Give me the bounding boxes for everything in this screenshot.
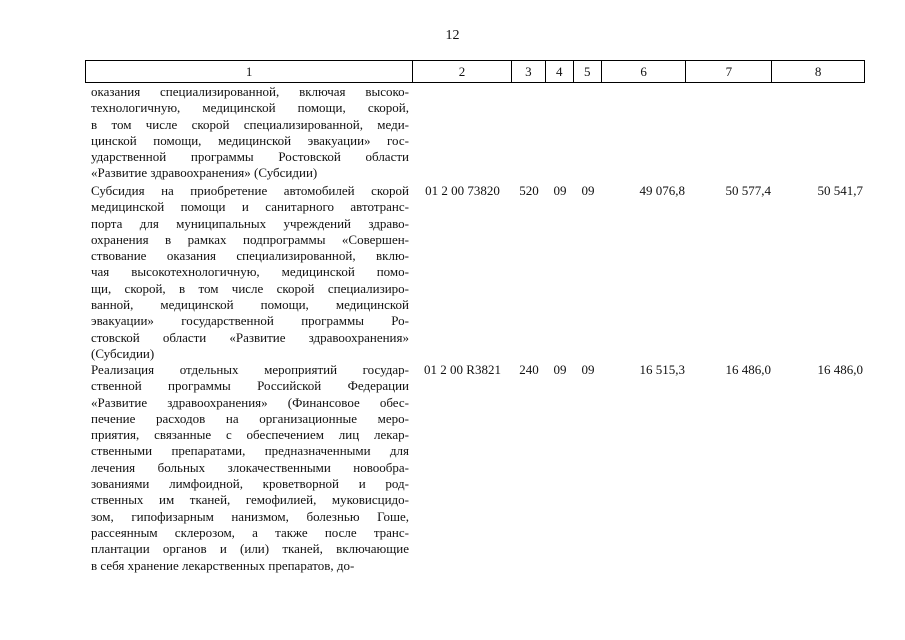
description-line: цинской помощи, медицинской эвакуации» гос-	[91, 132, 409, 148]
description-line: стовской области «Развитие здравоохранения»	[91, 329, 409, 345]
row-value-col6	[602, 84, 687, 182]
description-line: ванной, медицинской помощи, медицинской	[91, 297, 409, 313]
description-line: (Субсидии)	[91, 345, 155, 361]
table-header	[85, 60, 865, 83]
description-line: ственными препаратами, предназначенными для	[91, 443, 409, 459]
header-col-1: 1	[86, 61, 413, 82]
row-value-col8: 16 486,0	[817, 362, 863, 377]
description-line: «Развитие здравоохранения» (Субсидии)	[91, 165, 318, 181]
header-col-6: 6	[602, 61, 687, 82]
page-number: 12	[445, 28, 460, 43]
row-code	[413, 84, 512, 182]
description-line: технологичную, медицинской помощи, скорой,	[91, 100, 409, 116]
description-line: оказания специализированной, включая высоко-	[91, 84, 409, 99]
header-col-2: 2	[413, 61, 512, 82]
row-value-col8	[773, 84, 865, 182]
description-line: рассеянным склерозом, а также после транс-	[91, 524, 409, 540]
table-row	[85, 362, 865, 574]
description-line: ственной программы Российской Федерации	[91, 378, 409, 394]
description-line: Субсидия на приобретение автомобилей скорой	[91, 183, 409, 198]
row-expense-type: 520	[519, 183, 539, 198]
description-line: медицинской помощи и санитарного автотранс-	[91, 199, 409, 215]
row-description	[85, 362, 413, 574]
row-value-col7	[687, 84, 773, 182]
description-line: в себя хранение лекарственных препаратов, до-	[91, 557, 355, 573]
description-line: «Развитие здравоохранения» (Финансовое обес-	[91, 394, 409, 410]
row-value-col7: 50 577,4	[725, 183, 771, 198]
row-value-col8: 50 541,7	[817, 183, 863, 198]
row-value-col6: 16 515,3	[639, 362, 685, 377]
header-col-4: 4	[546, 61, 574, 82]
row-code: 01 2 00 R3821	[424, 362, 501, 377]
description-line: зом, гипофизарным нанизмом, болезнью Гоше,	[91, 508, 409, 524]
row-section: 09	[553, 183, 567, 198]
description-line: ствование оказания специализированной, вклю-	[91, 248, 409, 264]
header-col-3: 3	[512, 61, 546, 82]
table-row	[85, 183, 865, 362]
description-line: плантации органов и (или) тканей, включающие	[91, 541, 409, 557]
description-line: приятия, связанные с обеспечением лиц лекар-	[91, 427, 409, 443]
description-line: Реализация отдельных мероприятий государ-	[91, 362, 409, 377]
row-description	[85, 183, 413, 362]
row-subsection: 09	[581, 362, 595, 377]
description-line: ственных им тканей, гемофилией, муковисцидо-	[91, 492, 409, 508]
description-line: чая высокотехнологичную, медицинской помо-	[91, 264, 409, 280]
row-value-col7: 16 486,0	[725, 362, 771, 377]
description-line: зованиями лимфоидной, кроветворной и род-	[91, 476, 409, 492]
row-expense-type	[512, 84, 546, 182]
description-line: лечения больных злокачественными новообра-	[91, 459, 409, 475]
row-section: 09	[553, 362, 567, 377]
description-line: щи, скорой, в том числе скорой специализиро-	[91, 280, 409, 296]
table-row	[85, 84, 865, 182]
row-subsection	[574, 84, 602, 182]
row-code: 01 2 00 73820	[425, 183, 500, 198]
description-line: ударственной программы Ростовской области	[91, 149, 409, 165]
description-line: охранения в рамках подпрограммы «Совершен-	[91, 231, 409, 247]
header-col-8: 8	[814, 64, 822, 79]
row-subsection: 09	[581, 183, 595, 198]
row-section	[546, 84, 574, 182]
description-line: печение расходов на организационные меро-	[91, 410, 409, 426]
row-value-col6: 49 076,8	[639, 183, 685, 198]
row-description	[85, 84, 413, 182]
description-line: в том числе скорой специализированной, меди-	[91, 116, 409, 132]
header-col-5: 5	[574, 61, 602, 82]
header-col-7: 7	[686, 61, 772, 82]
description-line: эвакуации» государственной программы Ро-	[91, 313, 409, 329]
row-expense-type: 240	[519, 362, 539, 377]
description-line: порта для муниципальных учреждений здраво-	[91, 215, 409, 231]
